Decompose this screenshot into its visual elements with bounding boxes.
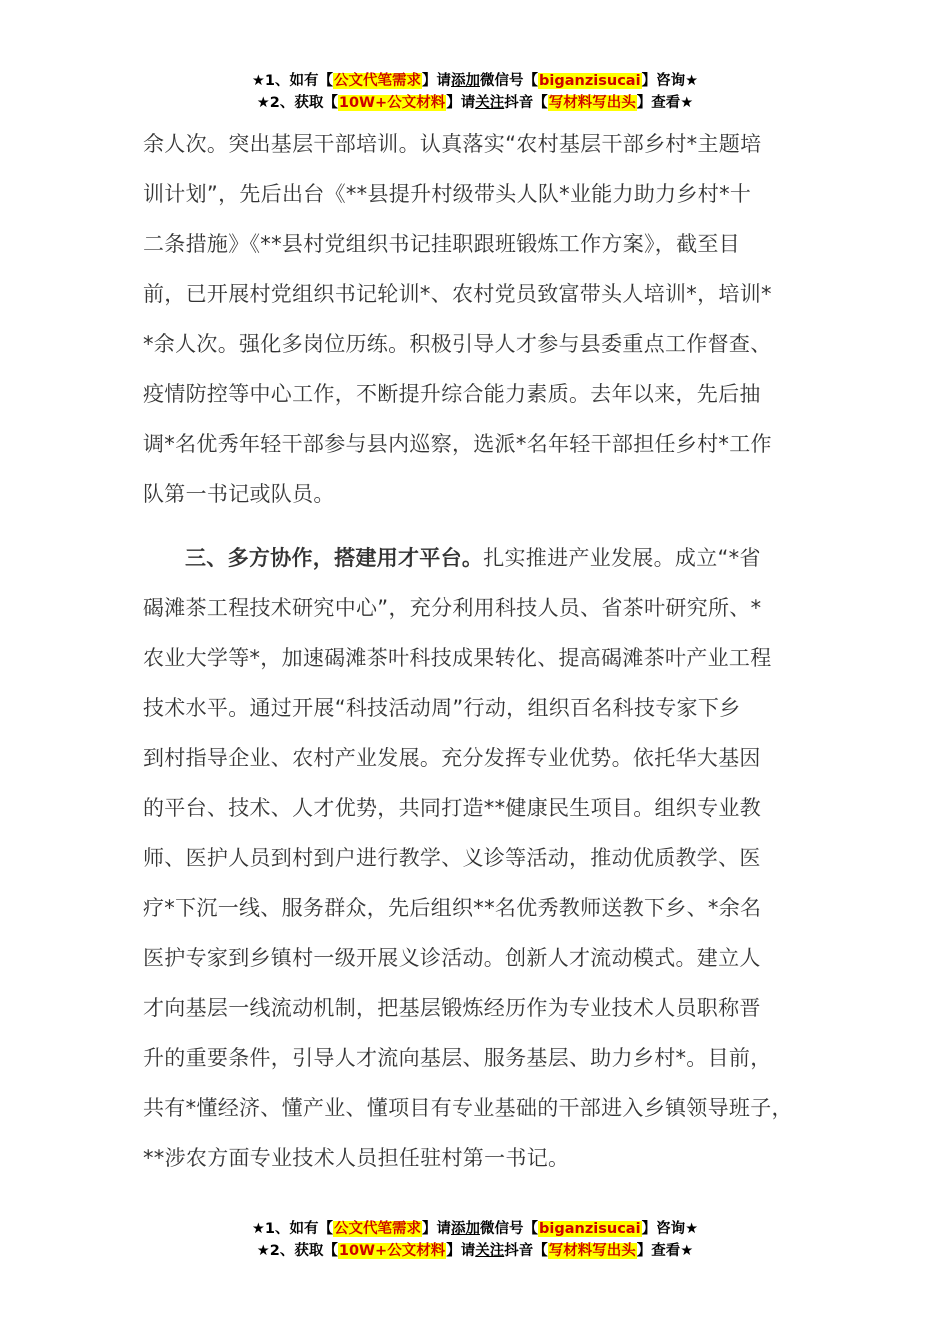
banner-line-2 bbox=[0, 92, 950, 114]
banner-line-2-mid2: 抖音【 bbox=[504, 95, 548, 111]
text-line: 的平台、技术、人才优势，共同打造**健康民生项目。组织专业教 bbox=[143, 796, 761, 820]
text-line: **涉农方面专业技术人员担任驻村第一书记。 bbox=[143, 1146, 570, 1170]
text-line: 才向基层一线流动机制，把基层锻炼经历作为专业技术人员职称晋 bbox=[143, 996, 761, 1020]
footer-banner bbox=[0, 1218, 950, 1262]
text-line: 升的重要条件，引导人才流向基层、服务基层、助力乡村*。目前， bbox=[143, 1046, 772, 1070]
text-line: 队第一书记或队员。 bbox=[143, 482, 335, 506]
text-line: 训计划”，先后出台《**县提升村级带头人队*业能力助力乡村*十 bbox=[143, 182, 752, 206]
banner-line-2-suffix: 】查看★ bbox=[636, 95, 694, 111]
banner-highlight-wechat-id: biganzisucai bbox=[539, 1221, 641, 1237]
text-line: 农业大学等*，加速碣滩茶叶科技成果转化、提高碣滩茶叶产业工程 bbox=[143, 646, 772, 670]
text-line: 医护专家到乡镇村一级开展义诊活动。创新人才流动模式。建立人 bbox=[143, 946, 761, 970]
banner-line-2-prefix: ★2、获取【 bbox=[256, 95, 338, 111]
paragraph-section-three bbox=[143, 533, 833, 1183]
banner-line-1-suffix: 】咨询★ bbox=[641, 73, 699, 89]
banner-emphasis-follow: 关注 bbox=[475, 1243, 505, 1259]
banner-highlight-wechat-id: biganzisucai bbox=[539, 73, 641, 89]
text-line: 共有*懂经济、懂产业、懂项目有专业基础的干部进入乡镇领导班子， bbox=[143, 1096, 793, 1120]
banner-highlight-materials: 10W+公文材料 bbox=[338, 95, 446, 111]
header-banner bbox=[0, 70, 950, 114]
text-line: 到村指导企业、农村产业发展。充分发挥专业优势。依托华大基因 bbox=[143, 746, 761, 770]
banner-line-2-prefix: ★2、获取【 bbox=[256, 1243, 338, 1259]
banner-highlight-service: 公文代笔需求 bbox=[334, 73, 422, 89]
text-line: 余人次。突出基层干部培训。认真落实“农村基层干部乡村*主题培 bbox=[143, 132, 762, 156]
text-line: 二条措施》《**县村党组织书记挂职跟班锻炼工作方案》，截至目 bbox=[143, 232, 740, 256]
banner-line-1-mid1: 】请 bbox=[422, 73, 452, 89]
section-heading: 三、多方协作，搭建用才平台。 bbox=[185, 546, 484, 570]
banner-line-2-mid2: 抖音【 bbox=[504, 1243, 548, 1259]
text-line: 师、医护人员到村到户进行教学、义诊等活动，推动优质教学、医 bbox=[143, 846, 761, 870]
text-line: 前，已开展村党组织书记轮训*、农村党员致富带头人培训*，培训* bbox=[143, 282, 772, 306]
banner-emphasis-follow: 关注 bbox=[475, 95, 505, 111]
text-line: 调*名优秀年轻干部参与县内巡察，选派*名年轻干部担任乡村*工作 bbox=[143, 432, 772, 456]
text-line-first bbox=[143, 533, 833, 583]
document-body bbox=[143, 119, 833, 1183]
banner-line-1-mid2: 微信号【 bbox=[480, 73, 539, 89]
banner-line-1 bbox=[0, 1218, 950, 1240]
banner-line-2 bbox=[0, 1240, 950, 1262]
banner-highlight-service: 公文代笔需求 bbox=[334, 1221, 422, 1237]
banner-line-1-prefix: ★1、如有【 bbox=[251, 73, 334, 89]
banner-line-1-prefix: ★1、如有【 bbox=[251, 1221, 334, 1237]
banner-emphasis-add: 添加 bbox=[451, 73, 481, 89]
banner-line-1-suffix: 】咨询★ bbox=[641, 1221, 699, 1237]
banner-line-2-mid1: 】请 bbox=[446, 95, 476, 111]
banner-line-1-mid2: 微信号【 bbox=[480, 1221, 539, 1237]
text-line: 技术水平。通过开展“科技活动周”行动，组织百名科技专家下乡 bbox=[143, 696, 741, 720]
banner-line-2-suffix: 】查看★ bbox=[636, 1243, 694, 1259]
text-line: 碣滩茶工程技术研究中心”，充分利用科技人员、省茶叶研究所、* bbox=[143, 596, 762, 620]
banner-highlight-materials: 10W+公文材料 bbox=[338, 1243, 446, 1259]
text-line-rest: 扎实推进产业发展。成立“*省 bbox=[483, 546, 761, 570]
banner-line-1 bbox=[0, 70, 950, 92]
paragraph-spacer bbox=[143, 519, 833, 533]
banner-emphasis-add: 添加 bbox=[451, 1221, 481, 1237]
banner-line-1-mid1: 】请 bbox=[422, 1221, 452, 1237]
banner-highlight-douyin: 写材料写出头 bbox=[548, 95, 636, 111]
text-line: *余人次。强化多岗位历练。积极引导人才参与县委重点工作督查、 bbox=[143, 332, 772, 356]
text-line: 疫情防控等中心工作，不断提升综合能力素质。去年以来，先后抽 bbox=[143, 382, 761, 406]
banner-line-2-mid1: 】请 bbox=[446, 1243, 476, 1259]
banner-highlight-douyin: 写材料写出头 bbox=[548, 1243, 636, 1259]
text-line: 疗*下沉一线、服务群众，先后组织**名优秀教师送教下乡、*余名 bbox=[143, 896, 762, 920]
paragraph-continued bbox=[143, 119, 833, 519]
